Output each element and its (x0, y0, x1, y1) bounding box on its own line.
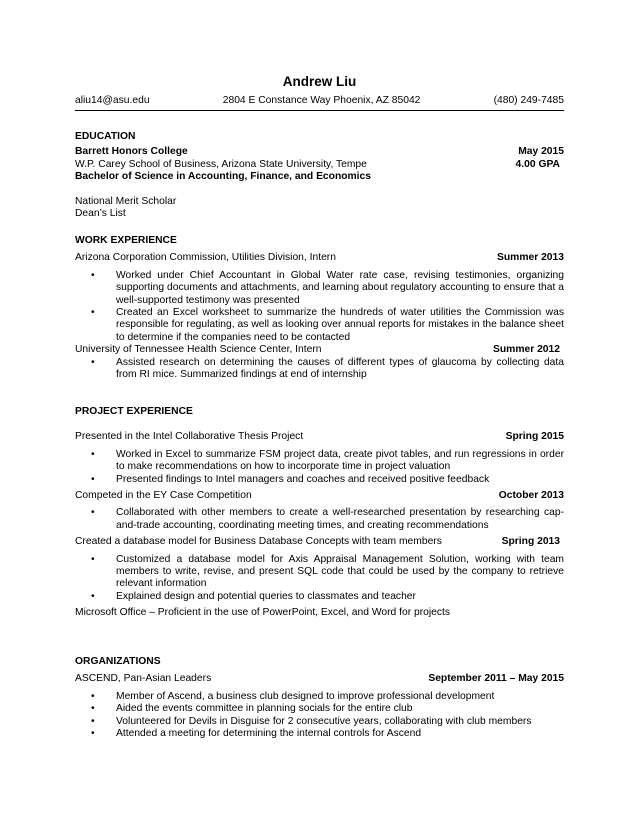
gpa: 4.00 GPA (515, 158, 560, 170)
organization-title: ASCEND, Pan-Asian Leaders (75, 673, 212, 685)
project-row (75, 490, 564, 502)
bullet-item: • Customized a database model for Axis Appraisal Management Solution, working with team members to write, revise, and present SQL code that could be used by the company to retrieve relevant information (75, 554, 564, 591)
section-heading: PROJECT EXPERIENCE (75, 406, 193, 417)
education-college-row (75, 146, 564, 158)
resume-name: Andrew Liu (282, 74, 357, 89)
degree: Bachelor of Science in Accounting, Finance, and Economics (75, 171, 372, 183)
project-bullets (75, 554, 564, 604)
contact-line (75, 95, 564, 107)
job-bullets (75, 357, 564, 382)
bullet-item: • Explained design and potential queries to classmates and teacher (75, 591, 564, 603)
organization-bullets (75, 691, 564, 741)
school-name: W.P. Carey School of Business, Arizona State University, Tempe (75, 158, 367, 170)
contact-phone: (480) 249-7485 (493, 95, 564, 106)
project-title: Created a database model for Business Database Concepts with team members (75, 536, 442, 548)
organizations-section (75, 656, 564, 740)
project-title: Competed in the EY Case Competition (75, 490, 252, 502)
project-date: Spring 2013 (501, 536, 560, 548)
job-title: University of Tennessee Health Science Center, Intern (75, 344, 322, 356)
bullet-item: • Collaborated with other members to create a well-researched presentation by researching cap-and-trade accounting, coordinating meeting times, and creating recommendations (75, 507, 564, 532)
education-date: May 2015 (518, 146, 564, 158)
job-row (75, 344, 564, 356)
project-bullets (75, 507, 564, 532)
section-heading: EDUCATION (75, 131, 136, 142)
work-section (75, 235, 564, 381)
education-school-row (75, 159, 564, 171)
honor-item: National Merit Scholar (75, 195, 177, 207)
project-title: Presented in the Intel Collaborative Thesis Project (75, 431, 304, 443)
project-bullets (75, 449, 564, 486)
project-row (75, 536, 564, 548)
bullet-item: • Worked under Chief Accountant in Global Water rate case, revising testimonies, organizing supporting documents and attachments, and learning about regulatory accounting to ensure that a well-supported testimony was presented (75, 270, 564, 307)
job-bullets (75, 270, 564, 344)
honor-item: Dean’s List (75, 208, 126, 220)
organization-row (75, 673, 564, 685)
job-date: Summer 2013 (497, 252, 564, 264)
projects-section (75, 406, 564, 620)
office-skills: Microsoft Office – Proficient in the use of PowerPoint, Excel, and Word for projects (75, 607, 451, 619)
bullet-item: • Volunteered for Devils in Disguise for 2 consecutive years, collaborating with club members (75, 716, 564, 728)
job-date: Summer 2012 (493, 344, 560, 356)
section-heading: ORGANIZATIONS (75, 656, 161, 667)
project-date: Spring 2015 (505, 431, 564, 443)
project-date: October 2013 (498, 490, 564, 502)
bullet-item: • Worked in Excel to summarize FSM project data, create pivot tables, and run regressions in order to make recommendations on how to incorporate time in project valuation (75, 449, 564, 474)
bullet-item: • Assisted research on determining the causes of different types of glaucoma by collecting data from RI mice. Summarized findings at end of internship (75, 357, 564, 382)
organization-date: September 2011 – May 2015 (428, 673, 564, 685)
education-section (75, 131, 564, 220)
section-heading: WORK EXPERIENCE (75, 235, 177, 246)
bullet-item: • Aided the events committee in planning socials for the entire club (75, 703, 564, 715)
bullet-item: • Presented findings to Intel managers and coaches and received positive feedback (75, 474, 564, 486)
job-row (75, 252, 564, 264)
contact-email: aliu14@asu.edu (75, 95, 150, 106)
bullet-item: • Attended a meeting for determining the internal controls for Ascend (75, 728, 564, 740)
job-title: Arizona Corporation Commission, Utilities Division, Intern (75, 252, 336, 264)
bullet-item: • Created an Excel worksheet to summarize the hundreds of water utilities the Commission was responsible for regulating, as well as looking over annual reports for mistakes in the balance sheet to determine if the companies need to be contacted (75, 307, 564, 344)
project-row (75, 431, 564, 443)
college-name: Barrett Honors College (75, 146, 188, 158)
header-divider (75, 110, 564, 111)
bullet-item: • Member of Ascend, a business club designed to improve professional development (75, 691, 564, 703)
contact-address: 2804 E Constance Way Phoenix, AZ 85042 (222, 95, 421, 106)
